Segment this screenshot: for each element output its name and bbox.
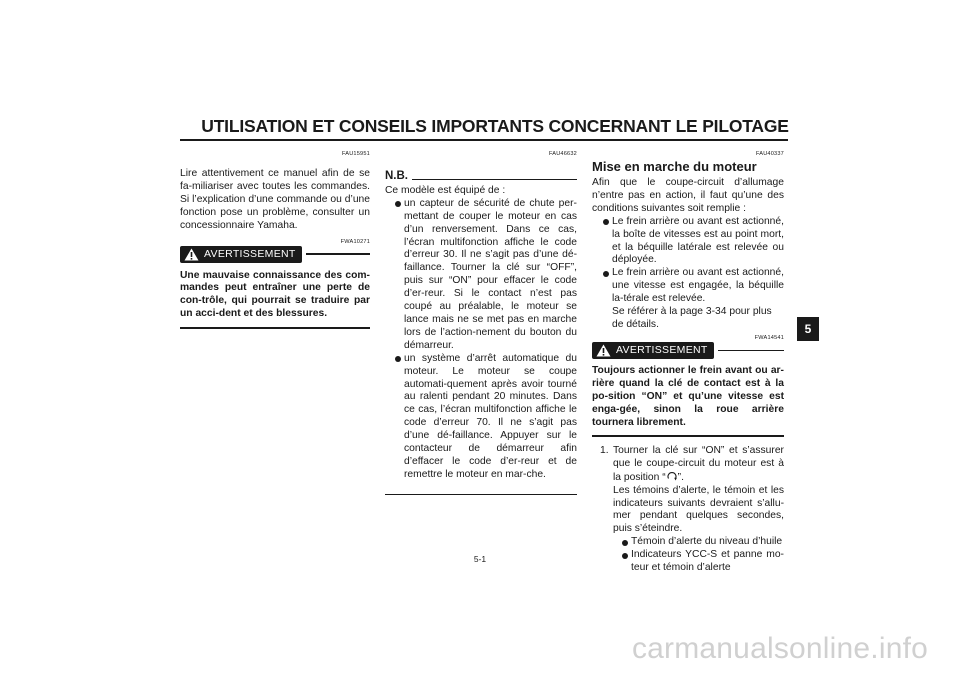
list-item-text: Indicateurs YCC-S et panne mo-teur et témoin d’alerte <box>631 549 784 574</box>
warning-icon <box>184 248 199 261</box>
intro-paragraph: Lire attentivement ce manuel afin de se fa-miliariser avec toutes les commandes. Si l’explication d’une commande ou d’une fonction pose un problème, consulter un concessionnaire Yamaha. <box>180 168 370 231</box>
bullet-icon <box>395 198 404 353</box>
page-title: UTILISATION ET CONSEILS IMPORTANTS CONCERNANT LE PILOTAGE <box>201 116 789 136</box>
note-label: N.B. <box>385 170 408 182</box>
step-text: Tourner la clé sur “ON” et s’assurer que le coupe-circuit du moteur est à la position “ <box>613 444 784 483</box>
section-heading: Mise en marche du moteur <box>592 159 757 174</box>
warning-badge <box>592 342 714 359</box>
list-item <box>613 536 784 549</box>
list-item-text: Témoin d’alerte du niveau d’huile <box>631 536 783 548</box>
bullet-icon <box>622 536 631 549</box>
step-body <box>613 445 784 575</box>
warning-badge <box>180 246 302 263</box>
note-header <box>385 170 577 183</box>
reference-code: FAU40337 <box>755 151 784 157</box>
warning-label: AVERTISSEMENT <box>616 343 708 356</box>
bullet-icon <box>603 267 612 306</box>
note-intro: Ce modèle est équipé de : <box>385 184 506 196</box>
warning-reference-code: FWA10271 <box>340 238 370 245</box>
bullet-icon <box>395 353 404 482</box>
column-3 <box>592 150 784 575</box>
warning-text: Toujours actionner le frein avant ou ar-rière quand la clé de contact est à la po-sition “ON” et qu’une vitesse est enga-gée, sinon la roue arrière tournera librement. <box>592 364 784 428</box>
page-number: 5-1 <box>473 554 487 564</box>
step-number: 1. <box>600 444 609 456</box>
warning-end-rule <box>592 435 784 437</box>
step-instruction <box>613 445 784 485</box>
warning-label: AVERTISSEMENT <box>204 247 296 260</box>
page-reference: Se référer à la page 3-34 pour plus de détails. <box>612 306 772 330</box>
column-1 <box>180 150 370 329</box>
list-item-text: Le frein arrière ou avant est actionné, une vitesse est engagée, la béquille la-térale est relevée. <box>612 267 784 305</box>
warning-text: Une mauvaise connaissance des com-mandes peut entraîner une perte de con-trôle, qui pourrait se traduire par un acci-dent et des blessures. <box>180 269 370 320</box>
warning-rule <box>306 253 370 255</box>
list-item <box>592 267 784 306</box>
warning-rule <box>718 350 784 352</box>
list-item-text: Le frein arrière ou avant est actionné, la boîte de vitesses est au point mort, et la béquille latérale est relevée ou déployée. <box>612 215 784 266</box>
bullet-icon <box>603 216 612 268</box>
list-item-text: un capteur de sécurité de chute per-mettant de couper le moteur en cas d’un renversement. Dans ce cas, l’écran multifonction affiche le code d’erreur 30. Il ne s’agit pas d’une dé-faillance. Tourner la clé sur “OFF”, puis sur “ON” pour effacer le code d’er-reur. Si le contact n’est pas coupé au préalable, le moteur se lance mais ne se met pas en marche lors de l’action-nement du bouton du démarreur. <box>404 197 577 351</box>
note-rule <box>412 179 577 180</box>
warning-icon <box>596 344 611 357</box>
procedure-step <box>592 445 784 575</box>
list-item <box>613 549 784 575</box>
title-divider <box>180 139 788 141</box>
warning-banner <box>592 342 784 359</box>
step-detail: Les témoins d’alerte, le témoin et les indicateurs suivants devraient s’allu-mer pendant quelques secondes, puis s’éteindre. <box>613 484 784 535</box>
reference-code: FAU15951 <box>341 151 370 157</box>
list-item <box>592 216 784 268</box>
section-intro: Afin que le coupe-circuit d’allumage n’entre pas en action, il faut qu’une des conditions suivantes soit remplie : <box>592 177 784 214</box>
list-item-text: un système d’arrêt automatique du moteur. Le moteur se coupe automati-quement après avoir tourné au ralenti pendant 20 minutes. Dans ce cas, l’écran multifonction affiche le code d’erreur 70. Il ne s’agit pas d’une dé-faillance. Appuyer sur le contacteur de démarreur afin d’effacer le code d’er-reur et de remettre le moteur en mar-che. <box>404 352 577 480</box>
watermark: carmanualsonline.info <box>631 632 928 665</box>
warning-end-rule <box>180 327 370 329</box>
bullet-icon <box>622 549 631 575</box>
warning-banner <box>180 246 370 263</box>
reference-code: FAU46632 <box>548 151 577 157</box>
note-end-rule <box>385 494 577 495</box>
list-item <box>385 353 577 482</box>
engine-run-switch-icon <box>666 471 678 481</box>
warning-reference-code: FWA14541 <box>754 334 784 341</box>
chapter-tab: 5 <box>797 317 819 341</box>
column-2 <box>385 150 577 495</box>
step-text-end: ”. <box>677 471 684 483</box>
list-item <box>385 198 577 353</box>
